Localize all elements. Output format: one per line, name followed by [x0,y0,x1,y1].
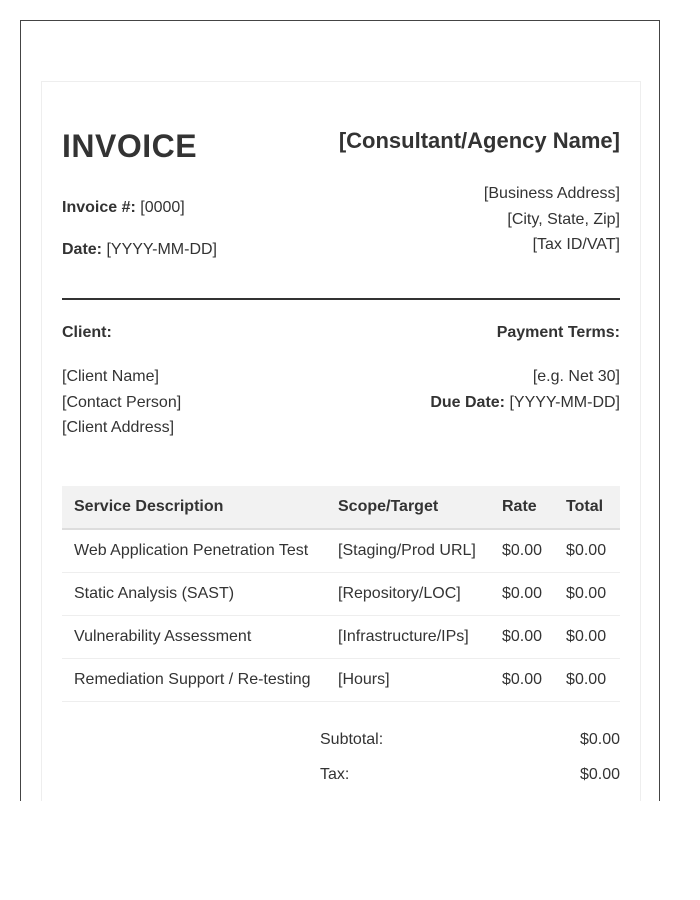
column-header-rate: Rate [490,486,554,529]
address-line: [Tax ID/VAT] [532,236,620,253]
client-line: [Contact Person] [62,393,182,411]
subtotal-value: $0.00 [579,731,620,748]
service-total: $0.00 [554,659,620,702]
agency-name: [Consultant/Agency Name] [338,128,620,153]
service-scope: [Staging/Prod URL] [326,529,490,573]
payment-terms-label: Payment Terms: [496,324,620,341]
invoice-number-label: Invoice #: [62,199,136,216]
header-divider [62,298,620,300]
invoice-number [62,199,185,217]
service-total: $0.00 [554,573,620,616]
service-rate: $0.00 [490,616,554,659]
due-date-value: [YYYY-MM-DD] [509,393,620,411]
client-line: [Client Address] [62,419,175,436]
invoice-date [62,241,217,259]
service-total: $0.00 [554,616,620,659]
column-header-total: Total [554,486,620,529]
service-description: Vulnerability Assessment [62,616,326,659]
business-address [484,181,620,258]
invoice-number-value: [0000] [140,199,185,216]
payment-terms-value: [e.g. Net 30] [532,368,620,385]
service-rate: $0.00 [490,659,554,702]
service-description: Remediation Support / Re-testing [62,659,326,702]
tax-value: $0.00 [579,766,620,783]
table-row [62,616,620,659]
client-info [62,364,181,441]
client-label: Client: [62,324,112,341]
invoice-date-label: Date: [62,241,103,258]
due-date-label: Due Date: [430,393,506,411]
address-line: [City, State, Zip] [507,210,620,228]
address-line: [Business Address] [483,185,620,202]
service-scope: [Infrastructure/IPs] [326,616,490,659]
service-scope: [Repository/LOC] [326,573,490,616]
services-table [62,486,620,702]
service-description: Web Application Penetration Test [62,529,326,573]
table-row [62,659,620,702]
column-header-description: Service Description [62,486,326,529]
service-scope: [Hours] [326,659,490,702]
invoice-title: INVOICE [62,128,198,164]
table-row [62,529,620,573]
tax-label: Tax: [320,766,350,783]
table-row [62,573,620,616]
invoice-date-value: [YYYY-MM-DD] [106,241,217,258]
payment-terms-info [430,364,620,415]
due-date [430,390,620,416]
subtotal-label: Subtotal: [320,731,384,748]
service-rate: $0.00 [490,529,554,573]
service-rate: $0.00 [490,573,554,616]
client-line: [Client Name] [62,368,159,385]
table-header-row [62,486,620,529]
column-header-scope: Scope/Target [326,486,490,529]
service-total: $0.00 [554,529,620,573]
service-description: Static Analysis (SAST) [62,573,326,616]
